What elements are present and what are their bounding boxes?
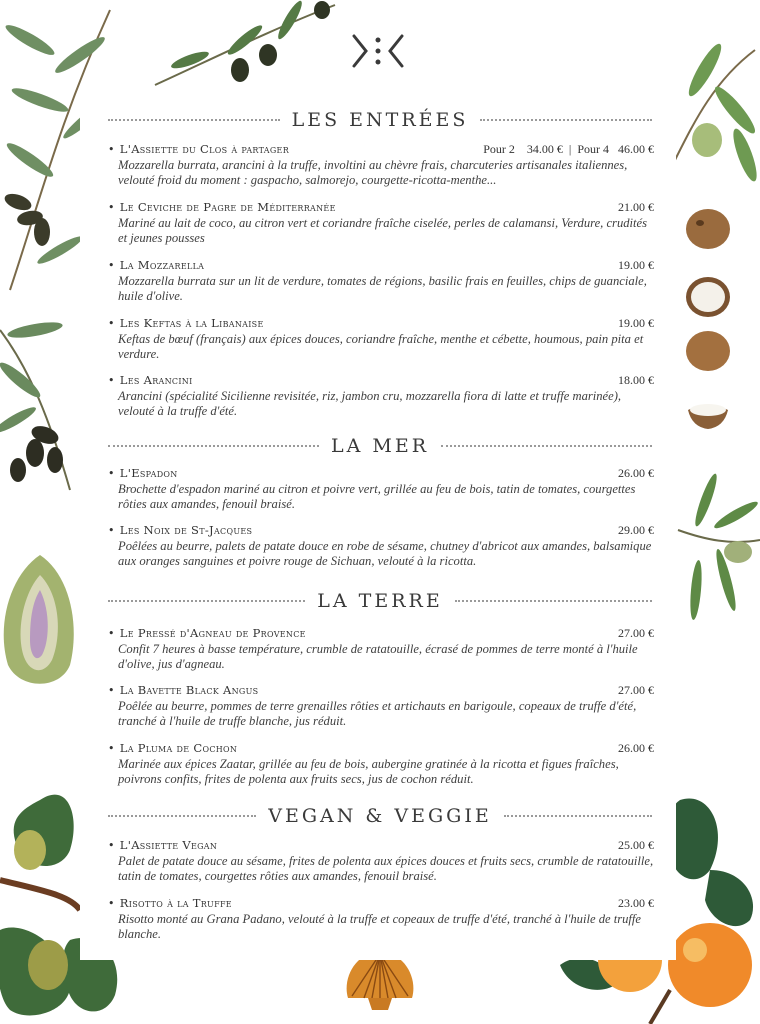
divider <box>108 600 305 602</box>
dish-name: • La Bavette Black Angus <box>108 683 258 697</box>
menu-item <box>108 626 654 672</box>
dish-price: 21.00 € <box>618 200 654 214</box>
dish-price: 25.00 € <box>618 838 654 852</box>
section-label: LES ENTRÉES <box>291 109 469 131</box>
logo-icon <box>350 30 406 72</box>
dish-description: Risotto monté au Grana Padano, velouté à la truffe et copeaux de truffe d'été, tranché à l'huile de truffe blanche. <box>118 912 642 941</box>
dish-description: Mariné au lait de coco, au citron vert et coriandre fraîche ciselée, perles de calamansi, Verdure, crudités et jeunes pousses <box>118 216 648 245</box>
dish-price: 19.00 € <box>618 316 654 330</box>
menu-item <box>108 258 654 304</box>
olive-branch-icon <box>150 0 340 95</box>
dish-name: • Les Keftas à la Libanaise <box>108 316 264 330</box>
dish-description: Marinée aux épices Zaatar, grillée au feu de bois, aubergine gratinée à la ricotta et figues fraîches, poivrons confits, frites de polenta aux fruits secs, jus de cochon réduit. <box>118 757 619 786</box>
dish-description: Arancini (spécialité Sicilienne revisitée, riz, jambon cru, mozzarella fiora di latte et truffe marinée), velouté à la truffe d'été. <box>118 389 622 418</box>
section-title-mer <box>108 431 652 461</box>
menu-item <box>108 741 654 787</box>
dish-name: • La Mozzarella <box>108 258 204 272</box>
dish-price: 26.00 € <box>618 741 654 755</box>
dish-name: • L'Espadon <box>108 466 178 480</box>
almond-branch-icon <box>665 30 760 190</box>
divider <box>480 119 652 121</box>
dish-price: 26.00 € <box>618 466 654 480</box>
dish-price: 29.00 € <box>618 523 654 537</box>
section-label: LA MER <box>331 435 430 457</box>
menu-item <box>108 142 654 188</box>
divider <box>441 445 652 447</box>
divider <box>108 119 280 121</box>
dish-name: • Le Pressé d'Agneau de Provence <box>108 626 306 640</box>
artichoke-icon <box>0 545 80 700</box>
dish-name: • Risotto à la Truffe <box>108 896 232 910</box>
olive-branch-icon <box>0 310 80 500</box>
menu-item <box>108 838 654 884</box>
dish-name: • L'Assiette du Clos à partager <box>108 142 289 156</box>
dish-description: Poêlée au beurre, pommes de terre grenailles rôties et artichauts en barigoule, copeaux de truffe d'été, tranché à l'huile de truffe blanche, jus réduit. <box>118 699 637 728</box>
dish-price: Pour 2 34.00 € | Pour 4 46.00 € <box>483 142 654 156</box>
menu-item <box>108 373 654 419</box>
dish-description: Mozzarella burrata, arancini à la truffe, involtini au chèvre frais, charcuteries artisanales italiennes, velouté froid du moment : gaspacho, salmorejo, courgette-ricotta-menthe... <box>118 158 628 187</box>
dish-name: • L'Assiette Vegan <box>108 838 217 852</box>
section-title-terre <box>108 586 652 616</box>
dish-price: 23.00 € <box>618 896 654 910</box>
dish-price: 27.00 € <box>618 626 654 640</box>
dish-price: 18.00 € <box>618 373 654 387</box>
menu-item <box>108 683 654 729</box>
dish-description: Poêlées au beurre, palets de patate douce en robe de sésame, chutney d'abricot aux amandes, balsamique aux oranges sanguines et poivre rouge de Sichuan, velouté à la ricotta. <box>118 539 652 568</box>
divider <box>108 445 319 447</box>
almond-branch-icon <box>676 470 760 650</box>
menu-item <box>108 316 654 362</box>
divider <box>108 815 256 817</box>
section-title-vegan <box>108 801 652 831</box>
dish-description: Mozzarella burrata sur un lit de verdure, tomates de régions, basilic frais en feuilles, chips de guanciale, huile d'olive. <box>118 274 647 303</box>
dish-name: • Les Arancini <box>108 373 193 387</box>
coconut-icon <box>684 205 734 435</box>
dish-description: Brochette d'espadon mariné au citron et poivre vert, grillée au feu de bois, tatin de tomates, courgettes rôties aux amandes, fenouil braisé. <box>118 482 636 511</box>
section-label: VEGAN & VEGGIE <box>268 805 492 827</box>
dish-description: Palet de patate douce au sésame, frites de polenta aux épices douces et fruits secs, crumble de ratatouille, tatin de tomates, courgettes rôties aux amandes, fenouil braisé. <box>118 854 654 883</box>
menu-item <box>108 200 654 246</box>
divider <box>504 815 652 817</box>
dish-name: • Les Noix de St-Jacques <box>108 523 252 537</box>
dish-description: Confit 7 heures à basse température, crumble de ratatouille, écrasé de pommes de terre monté à l'huile d'olive, jus d'agneau. <box>118 642 638 671</box>
divider <box>455 600 652 602</box>
menu-item <box>108 896 654 942</box>
dish-price: 19.00 € <box>618 258 654 272</box>
section-label: LA TERRE <box>317 590 443 612</box>
section-title-entrees <box>108 105 652 135</box>
menu-item <box>108 523 654 569</box>
dish-description: Keftas de bœuf (français) aux épices douces, coriandre fraîche, menthe et cébette, houmous, pain pita et verdure. <box>118 332 644 361</box>
dish-name: • La Pluma de Cochon <box>108 741 237 755</box>
dish-price: 27.00 € <box>618 683 654 697</box>
menu-item <box>108 466 654 512</box>
dish-name: • Le Ceviche de Pagre de Méditerranée <box>108 200 336 214</box>
